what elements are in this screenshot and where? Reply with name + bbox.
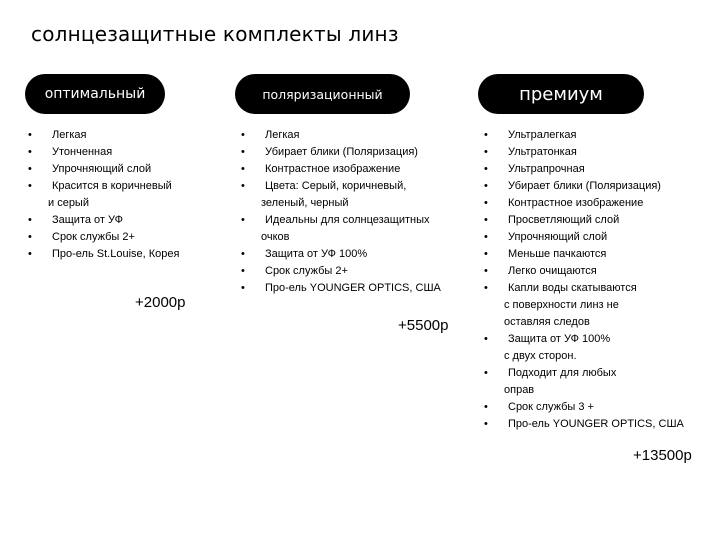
feature-text: Ультратонкая	[508, 146, 577, 158]
feature-text-continuation: и серый	[48, 197, 89, 209]
feature-text-continuation: оставляя следов	[504, 316, 590, 328]
feature-text: Срок службы 2+	[52, 231, 135, 243]
feature-item	[28, 212, 179, 229]
feature-text-continuation: с двух сторон.	[504, 350, 577, 362]
feature-text: Меньше пачкаются	[508, 248, 607, 260]
feature-text: Про-ель St.Louise, Корея	[52, 248, 180, 260]
feature-item	[241, 280, 441, 297]
feature-item	[484, 365, 684, 399]
tier-optimal-features	[28, 127, 179, 263]
feature-text: Просветляющий слой	[508, 214, 620, 226]
feature-text: Контрастное изображение	[508, 197, 644, 209]
feature-item	[484, 280, 684, 331]
page-title: солнцезащитные комплекты линз	[31, 22, 399, 46]
feature-item	[484, 263, 684, 280]
tier-optimal-price: +2000р	[135, 294, 186, 311]
feature-item	[241, 178, 441, 212]
feature-item	[484, 178, 684, 195]
feature-item	[484, 127, 684, 144]
tier-polarized-label: поляризационный	[235, 74, 410, 114]
tier-optimal-label: оптимальный	[25, 74, 165, 114]
feature-item	[241, 263, 441, 280]
feature-item	[28, 161, 179, 178]
feature-text: Убирает блики (Поляризация)	[265, 146, 418, 158]
feature-item	[484, 331, 684, 365]
feature-item	[484, 399, 684, 416]
feature-text: Легкая	[52, 129, 87, 141]
feature-item	[241, 144, 441, 161]
feature-item	[484, 161, 684, 178]
feature-text: Легко очищаются	[508, 265, 597, 277]
feature-text: Ультралегкая	[508, 129, 577, 141]
feature-item	[484, 246, 684, 263]
feature-text: Упрочняющий слой	[508, 231, 608, 243]
feature-item	[484, 144, 684, 161]
tier-premium-label: премиум	[478, 74, 644, 114]
feature-item	[28, 178, 179, 212]
feature-item	[28, 127, 179, 144]
feature-text: Про-ель YOUNGER OPTICS, США	[265, 282, 441, 294]
feature-item	[241, 127, 441, 144]
feature-text-continuation: с поверхности линз не	[504, 299, 619, 311]
feature-item	[241, 161, 441, 178]
feature-text-continuation: очков	[261, 231, 290, 243]
feature-text: Про-ель YOUNGER OPTICS, США	[508, 418, 684, 430]
feature-text: Красится в коричневый	[52, 180, 172, 192]
feature-text: Контрастное изображение	[265, 163, 401, 175]
tier-polarized-features	[241, 127, 441, 297]
feature-item	[484, 212, 684, 229]
tier-premium-features	[484, 127, 684, 433]
feature-text: Убирает блики (Поляризация)	[508, 180, 661, 192]
feature-text: Подходит для любых	[508, 367, 617, 379]
feature-item	[241, 246, 441, 263]
feature-text: Защита от УФ 100%	[265, 248, 368, 260]
feature-item	[28, 229, 179, 246]
feature-text: Капли воды скатываются	[508, 282, 637, 294]
feature-text: Идеальны для солнцезащитных	[265, 214, 430, 226]
feature-text: Цвета: Серый, коричневый,	[265, 180, 407, 192]
tier-premium-price: +13500р	[633, 447, 692, 464]
feature-item	[28, 144, 179, 161]
feature-text: Утонченная	[52, 146, 113, 158]
feature-text: Легкая	[265, 129, 300, 141]
feature-item	[241, 212, 441, 246]
tier-polarized-price: +5500р	[398, 317, 449, 334]
feature-text-continuation: оправ	[504, 384, 535, 396]
feature-item	[28, 246, 179, 263]
feature-item	[484, 416, 684, 433]
feature-item	[484, 195, 684, 212]
feature-text: Защита от УФ	[52, 214, 124, 226]
feature-text: Срок службы 3 +	[508, 401, 594, 413]
feature-text: Защита от УФ 100%	[508, 333, 611, 345]
feature-text-continuation: зеленый, черный	[261, 197, 349, 209]
feature-item	[484, 229, 684, 246]
feature-text: Ультрапрочная	[508, 163, 585, 175]
feature-text: Упрочняющий слой	[52, 163, 152, 175]
feature-text: Срок службы 2+	[265, 265, 348, 277]
